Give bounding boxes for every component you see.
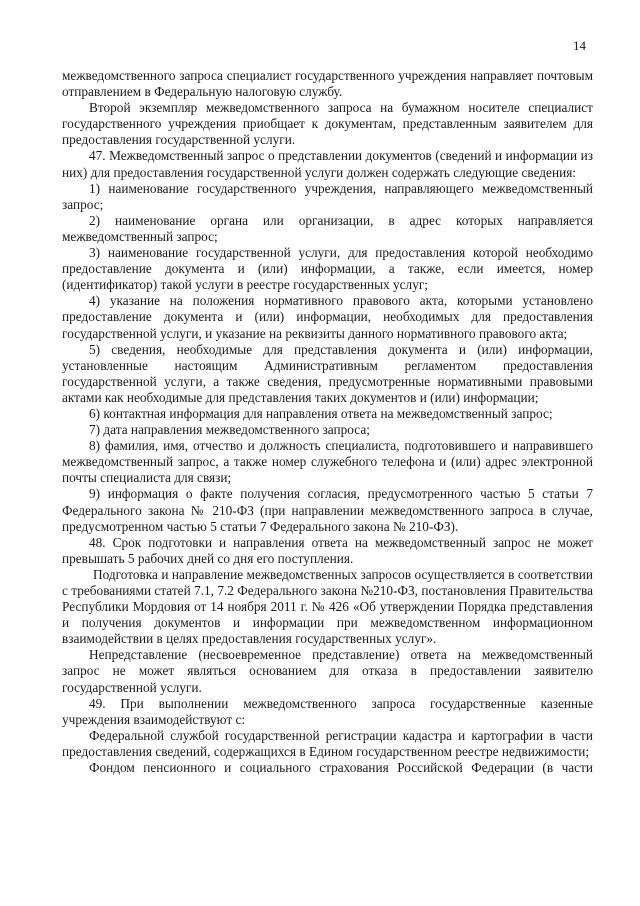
body-text	[62, 68, 593, 776]
paragraph: Фондом пенсионного и социального страхования Российской Федерации (в части	[89, 760, 593, 776]
paragraph: 47. Межведомственный запрос о представлении документов (сведений и информации из них) для предоставления государственной услуги должен содержать следующие сведения:	[62, 148, 593, 180]
paragraph: 5) сведения, необходимые для представления документа и (или) информации, установленные настоящим Административным регламентом предоставления государственной услуги, а также сведения, предусмотренные нормативными правовыми актами как необходимые для представления таких документов и (или) информации;	[62, 341, 593, 405]
paragraph: 4) указание на положения нормативного правового акта, которыми установлено предоставление документа и (или) информации, необходимых для предоставления государственной услуги, и указание на реквизиты данного нормативного правового акта;	[62, 293, 593, 341]
paragraph: Федеральной службой государственной регистрации кадастра и картографии в части предоставления сведений, содержащихся в Едином государственном реестре недвижимости;	[62, 727, 593, 759]
paragraph: межведомственного запроса специалист государственного учреждения направляет почтовым отправлением в Федеральную налоговую службу.	[62, 68, 593, 100]
paragraph: Непредставление (несвоевременное представление) ответа на межведомственный запрос не может являться основанием для отказа в предоставлении заявителю государственной услуги.	[62, 647, 593, 695]
paragraph: 6) контактная информация для направления ответа на межведомственный запрос;	[89, 405, 553, 421]
paragraph: 3) наименование государственной услуги, для предоставления которой необходимо предоставление документа и (или) информации, а также, если имеется, номер (идентификатор) такой услуги в реестре государственных услуг;	[62, 245, 593, 293]
paragraph: Подготовка и направление межведомственных запросов осуществляется в соответствии с требованиями статей 7.1, 7.2 Федерального закона №210-ФЗ, постановления Правительства Республики Мордовия от 14 ноября 2011 г. № 426 «Об утверждении Порядка представления и получения документов и информации при межведомственном информационном взаимодействии в целях предоставления государственных услуг».	[62, 566, 593, 647]
paragraph: 1) наименование государственного учреждения, направляющего межведомственный запрос;	[62, 180, 593, 212]
paragraph: 49. При выполнении межведомственного запроса государственные казенные учреждения взаимодействуют с:	[62, 695, 593, 727]
paragraph: 7) дата направления межведомственного запроса;	[89, 422, 370, 438]
paragraph: 8) фамилия, имя, отчество и должность специалиста, подготовившего и направившего межведомственный запрос, а также номер служебного телефона и (или) адрес электронной почты специалиста для связи;	[62, 438, 593, 486]
paragraph: 2) наименование органа или организации, в адрес которых направляется межведомственный запрос;	[62, 212, 593, 244]
page-number: 14	[573, 38, 586, 53]
paragraph: 9) информация о факте получения согласия, предусмотренного частью 5 статьи 7 Федерального закона № 210-ФЗ (при направлении межведомственного запроса в случае, предусмотренном частью 5 статьи 7 Федерального закона № 210-ФЗ).	[62, 486, 593, 534]
paragraph: Второй экземпляр межведомственного запроса на бумажном носителе специалист государственного учреждения приобщает к документам, представленным заявителем для предоставления государственной услуги.	[62, 100, 593, 148]
paragraph: 48. Срок подготовки и направления ответа на межведомственный запрос не может превышать 5 рабочих дней со дня его поступления.	[62, 534, 593, 566]
